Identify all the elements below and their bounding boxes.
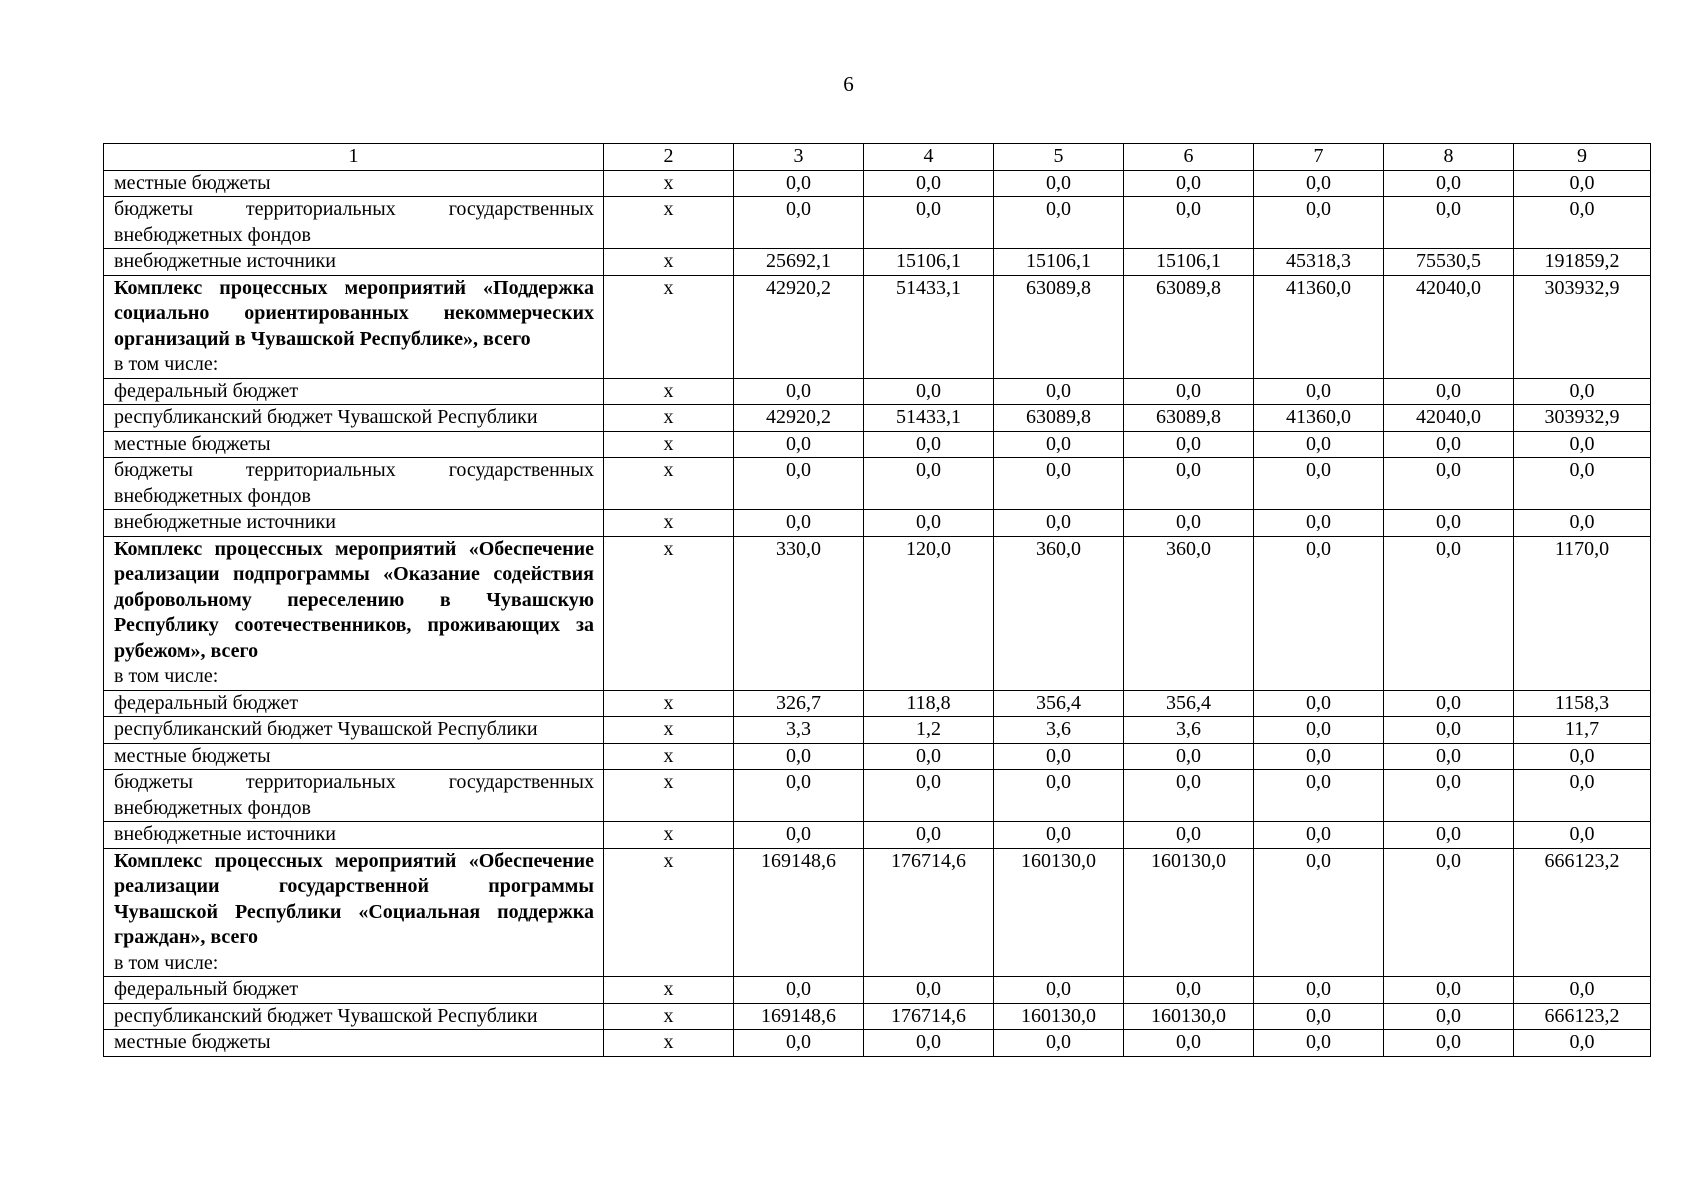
code-cell: х	[604, 690, 734, 717]
value-cell: 0,0	[994, 378, 1124, 405]
table-row	[104, 249, 1651, 276]
value-cell: 303932,9	[1514, 405, 1651, 432]
program-title-cell	[104, 848, 604, 977]
value-cell: 0,0	[1254, 378, 1384, 405]
value-cell: 0,0	[864, 743, 994, 770]
value-cell: 0,0	[994, 510, 1124, 537]
value-cell: 0,0	[864, 1030, 994, 1057]
value-cell: 360,0	[1124, 536, 1254, 690]
funding-source-cell: внебюджетные источники	[104, 822, 604, 849]
value-cell: 169148,6	[734, 848, 864, 977]
table-row	[104, 1003, 1651, 1030]
funding-source-cell: бюджеты территориальных государственных внебюджетных фондов	[104, 770, 604, 822]
value-cell: 160130,0	[1124, 848, 1254, 977]
funding-source-cell: федеральный бюджет	[104, 690, 604, 717]
value-cell: 0,0	[1124, 378, 1254, 405]
value-cell: 0,0	[864, 170, 994, 197]
value-cell: 169148,6	[734, 1003, 864, 1030]
table-row	[104, 770, 1651, 822]
value-cell: 1,2	[864, 717, 994, 744]
program-title: Комплекс процессных мероприятий «Поддержка социально ориентированных некоммерческих организаций в Чувашской Республике», всего	[114, 276, 594, 350]
value-cell: 356,4	[1124, 690, 1254, 717]
including-label: в том числе:	[114, 665, 219, 687]
value-cell: 25692,1	[734, 249, 864, 276]
table-row	[104, 536, 1651, 690]
value-cell: 0,0	[1514, 170, 1651, 197]
code-cell: х	[604, 1030, 734, 1057]
value-cell: 0,0	[1254, 977, 1384, 1004]
code-cell: х	[604, 770, 734, 822]
value-cell: 0,0	[734, 458, 864, 510]
value-cell: 0,0	[1384, 510, 1514, 537]
value-cell: 0,0	[1384, 770, 1514, 822]
funding-source-cell: федеральный бюджет	[104, 977, 604, 1004]
value-cell: 326,7	[734, 690, 864, 717]
value-cell: 3,6	[994, 717, 1124, 744]
value-cell: 0,0	[1124, 770, 1254, 822]
table-row	[104, 431, 1651, 458]
code-cell: х	[604, 977, 734, 1004]
header-cell-7: 7	[1254, 144, 1384, 171]
value-cell: 42040,0	[1384, 405, 1514, 432]
value-cell: 0,0	[994, 170, 1124, 197]
value-cell: 160130,0	[994, 1003, 1124, 1030]
value-cell: 1170,0	[1514, 536, 1651, 690]
value-cell: 0,0	[1254, 848, 1384, 977]
table-row	[104, 690, 1651, 717]
header-cell-5: 5	[994, 144, 1124, 171]
value-cell: 0,0	[1514, 977, 1651, 1004]
code-cell: х	[604, 536, 734, 690]
value-cell: 0,0	[1384, 1030, 1514, 1057]
funding-source-cell: внебюджетные источники	[104, 249, 604, 276]
value-cell: 0,0	[734, 170, 864, 197]
table-row	[104, 458, 1651, 510]
including-label: в том числе:	[114, 951, 219, 974]
value-cell: 0,0	[1384, 977, 1514, 1004]
value-cell: 0,0	[734, 822, 864, 849]
value-cell: 0,0	[1254, 510, 1384, 537]
header-cell-2: 2	[604, 144, 734, 171]
value-cell: 0,0	[1124, 822, 1254, 849]
value-cell: 0,0	[1254, 197, 1384, 249]
value-cell: 3,6	[1124, 717, 1254, 744]
value-cell: 0,0	[1384, 170, 1514, 197]
value-cell: 42040,0	[1384, 275, 1514, 378]
value-cell: 0,0	[1124, 458, 1254, 510]
value-cell: 0,0	[994, 822, 1124, 849]
value-cell: 0,0	[734, 197, 864, 249]
value-cell: 0,0	[1384, 743, 1514, 770]
value-cell: 118,8	[864, 690, 994, 717]
value-cell: 0,0	[1124, 743, 1254, 770]
page-number: 6	[843, 72, 854, 96]
value-cell: 0,0	[864, 822, 994, 849]
code-cell: х	[604, 822, 734, 849]
value-cell: 666123,2	[1514, 848, 1651, 977]
value-cell: 0,0	[994, 977, 1124, 1004]
header-cell-9: 9	[1514, 144, 1651, 171]
value-cell: 0,0	[1124, 431, 1254, 458]
value-cell: 63089,8	[994, 275, 1124, 378]
value-cell: 45318,3	[1254, 249, 1384, 276]
value-cell: 42920,2	[734, 275, 864, 378]
value-cell: 0,0	[1514, 822, 1651, 849]
value-cell: 63089,8	[1124, 405, 1254, 432]
table-row	[104, 717, 1651, 744]
value-cell: 0,0	[734, 1030, 864, 1057]
value-cell: 0,0	[1514, 378, 1651, 405]
code-cell: х	[604, 249, 734, 276]
value-cell: 666123,2	[1514, 1003, 1651, 1030]
header-cell-3: 3	[734, 144, 864, 171]
value-cell: 160130,0	[1124, 1003, 1254, 1030]
value-cell: 1158,3	[1514, 690, 1651, 717]
budget-table	[103, 143, 1651, 1057]
funding-source-cell: бюджеты территориальных государственных внебюджетных фондов	[104, 458, 604, 510]
value-cell: 15106,1	[864, 249, 994, 276]
code-cell: х	[604, 378, 734, 405]
value-cell: 0,0	[1254, 1030, 1384, 1057]
value-cell: 0,0	[1254, 770, 1384, 822]
value-cell: 0,0	[1124, 197, 1254, 249]
value-cell: 0,0	[994, 1030, 1124, 1057]
value-cell: 0,0	[864, 378, 994, 405]
program-title: Комплекс процессных мероприятий «Обеспечение реализации государственной программы Чувашской Республики «Социальная поддержка граждан», всего	[114, 849, 594, 948]
value-cell: 0,0	[864, 510, 994, 537]
code-cell: х	[604, 743, 734, 770]
table-row	[104, 977, 1651, 1004]
value-cell: 0,0	[1254, 170, 1384, 197]
header-cell-6: 6	[1124, 144, 1254, 171]
value-cell: 120,0	[864, 536, 994, 690]
value-cell: 0,0	[864, 458, 994, 510]
value-cell: 51433,1	[864, 275, 994, 378]
value-cell: 176714,6	[864, 848, 994, 977]
table-row	[104, 405, 1651, 432]
value-cell: 160130,0	[994, 848, 1124, 977]
table-row	[104, 822, 1651, 849]
value-cell: 0,0	[1124, 977, 1254, 1004]
funding-source-cell: местные бюджеты	[104, 1030, 604, 1057]
funding-source-cell: республиканский бюджет Чувашской Республики	[104, 717, 604, 744]
value-cell: 330,0	[734, 536, 864, 690]
value-cell: 0,0	[994, 431, 1124, 458]
value-cell: 42920,2	[734, 405, 864, 432]
program-title-cell	[104, 275, 604, 378]
header-cell-1: 1	[104, 144, 604, 171]
value-cell: 0,0	[1514, 1030, 1651, 1057]
value-cell: 191859,2	[1514, 249, 1651, 276]
funding-source-cell: федеральный бюджет	[104, 378, 604, 405]
value-cell: 3,3	[734, 717, 864, 744]
value-cell: 0,0	[994, 458, 1124, 510]
value-cell: 0,0	[1254, 431, 1384, 458]
table-row	[104, 1030, 1651, 1057]
table-row	[104, 743, 1651, 770]
value-cell: 0,0	[1384, 431, 1514, 458]
funding-source-cell: внебюджетные источники	[104, 510, 604, 537]
value-cell: 0,0	[1514, 743, 1651, 770]
value-cell: 0,0	[1514, 197, 1651, 249]
value-cell: 0,0	[734, 431, 864, 458]
code-cell: х	[604, 170, 734, 197]
value-cell: 0,0	[1384, 458, 1514, 510]
value-cell: 0,0	[1254, 743, 1384, 770]
value-cell: 0,0	[994, 743, 1124, 770]
value-cell: 0,0	[994, 770, 1124, 822]
value-cell: 41360,0	[1254, 275, 1384, 378]
value-cell: 0,0	[1124, 510, 1254, 537]
table-row	[104, 510, 1651, 537]
value-cell: 0,0	[1384, 848, 1514, 977]
funding-source-cell: бюджеты территориальных государственных внебюджетных фондов	[104, 197, 604, 249]
value-cell: 0,0	[734, 743, 864, 770]
value-cell: 0,0	[1514, 770, 1651, 822]
header-cell-4: 4	[864, 144, 994, 171]
value-cell: 0,0	[1254, 1003, 1384, 1030]
code-cell: х	[604, 458, 734, 510]
value-cell: 176714,6	[864, 1003, 994, 1030]
value-cell: 0,0	[994, 197, 1124, 249]
code-cell: х	[604, 405, 734, 432]
value-cell: 0,0	[734, 378, 864, 405]
funding-source-cell: местные бюджеты	[104, 431, 604, 458]
value-cell: 0,0	[1514, 431, 1651, 458]
value-cell: 0,0	[1124, 1030, 1254, 1057]
value-cell: 303932,9	[1514, 275, 1651, 378]
code-cell: х	[604, 717, 734, 744]
table-row	[104, 170, 1651, 197]
value-cell: 0,0	[734, 770, 864, 822]
value-cell: 0,0	[1514, 458, 1651, 510]
funding-source-cell: республиканский бюджет Чувашской Республики	[104, 1003, 604, 1030]
value-cell: 0,0	[1254, 458, 1384, 510]
table-row	[104, 378, 1651, 405]
header-row	[104, 144, 1651, 171]
table-row	[104, 197, 1651, 249]
value-cell: 0,0	[1384, 822, 1514, 849]
program-title: Комплекс процессных мероприятий «Обеспечение реализации подпрограммы «Оказание содействия добровольному переселению в Чувашскую Республику соотечественников, проживающих за рубежом», всего	[114, 537, 594, 662]
funding-source-cell: местные бюджеты	[104, 743, 604, 770]
value-cell: 0,0	[864, 197, 994, 249]
value-cell: 0,0	[734, 977, 864, 1004]
value-cell: 51433,1	[864, 405, 994, 432]
including-label: в том числе:	[114, 353, 219, 375]
value-cell: 0,0	[1124, 170, 1254, 197]
value-cell: 0,0	[1384, 1003, 1514, 1030]
code-cell: х	[604, 197, 734, 249]
value-cell: 0,0	[1254, 536, 1384, 690]
code-cell: х	[604, 510, 734, 537]
funding-source-cell: республиканский бюджет Чувашской Республики	[104, 405, 604, 432]
value-cell: 15106,1	[994, 249, 1124, 276]
value-cell: 356,4	[994, 690, 1124, 717]
value-cell: 0,0	[1254, 690, 1384, 717]
code-cell: х	[604, 848, 734, 977]
code-cell: х	[604, 431, 734, 458]
value-cell: 75530,5	[1384, 249, 1514, 276]
value-cell: 0,0	[1384, 690, 1514, 717]
table-row	[104, 848, 1651, 977]
value-cell: 0,0	[734, 510, 864, 537]
program-title-cell	[104, 536, 604, 690]
code-cell: х	[604, 1003, 734, 1030]
value-cell: 0,0	[864, 431, 994, 458]
value-cell: 0,0	[1254, 822, 1384, 849]
value-cell: 63089,8	[994, 405, 1124, 432]
funding-source-cell: местные бюджеты	[104, 170, 604, 197]
value-cell: 0,0	[1514, 510, 1651, 537]
code-cell: х	[604, 275, 734, 378]
header-cell-8: 8	[1384, 144, 1514, 171]
value-cell: 11,7	[1514, 717, 1651, 744]
table-row	[104, 275, 1651, 378]
value-cell: 0,0	[1384, 378, 1514, 405]
value-cell: 0,0	[1384, 536, 1514, 690]
value-cell: 0,0	[864, 770, 994, 822]
value-cell: 0,0	[1384, 197, 1514, 249]
value-cell: 15106,1	[1124, 249, 1254, 276]
value-cell: 360,0	[994, 536, 1124, 690]
value-cell: 0,0	[1384, 717, 1514, 744]
value-cell: 0,0	[864, 977, 994, 1004]
value-cell: 63089,8	[1124, 275, 1254, 378]
value-cell: 41360,0	[1254, 405, 1384, 432]
table-body	[104, 144, 1651, 1057]
value-cell: 0,0	[1254, 717, 1384, 744]
